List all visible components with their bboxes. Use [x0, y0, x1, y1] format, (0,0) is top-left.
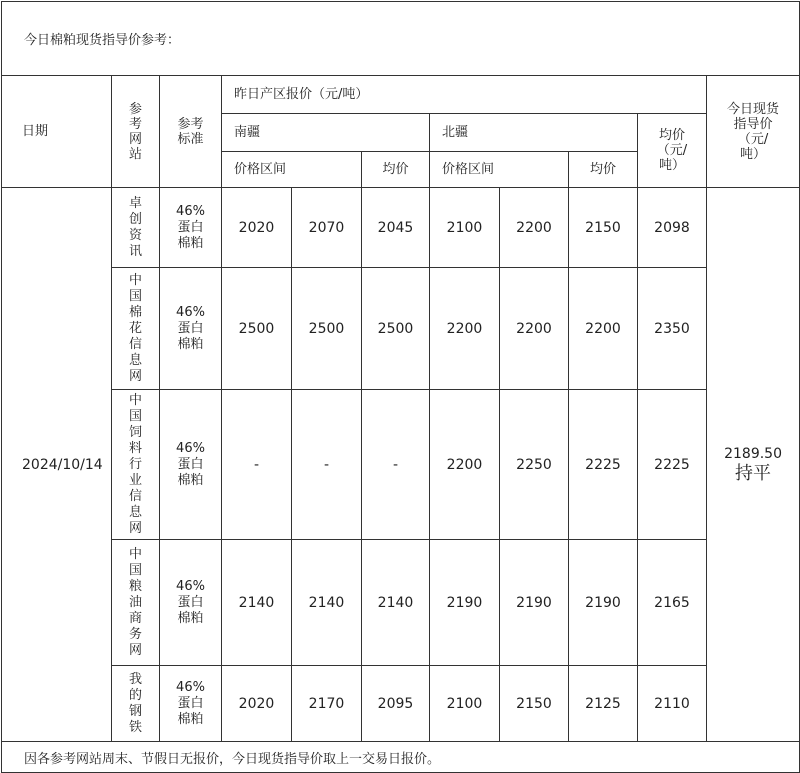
header-north: 北疆	[430, 114, 638, 152]
header-north-range: 价格区间	[430, 152, 569, 188]
south-low: 2500	[222, 268, 292, 390]
south-high: 2140	[292, 540, 362, 666]
north-low: 2200	[430, 390, 500, 540]
standard-cell: 46% 蛋白 棉粕	[160, 268, 222, 390]
guide-trend: 持平	[735, 462, 772, 484]
site-cell: 中 国 粮 油 商 务 网	[112, 540, 160, 666]
south-high: 2500	[292, 268, 362, 390]
header-standard: 参考 标准	[160, 76, 222, 188]
south-low: 2140	[222, 540, 292, 666]
north-high: 2190	[500, 540, 569, 666]
north-avg: 2225	[569, 390, 638, 540]
south-low: -	[222, 390, 292, 540]
south-avg: 2045	[362, 188, 430, 268]
today-guide-cell	[707, 188, 800, 742]
north-high: 2200	[500, 268, 569, 390]
site-cell: 卓 创 资 讯	[112, 188, 160, 268]
north-high: 2150	[500, 666, 569, 742]
north-low: 2190	[430, 540, 500, 666]
overall-avg: 2165	[638, 540, 707, 666]
table-row	[2, 390, 800, 540]
site-cell: 我 的 钢 铁	[112, 666, 160, 742]
header-north-avg: 均价	[569, 152, 638, 188]
north-high: 2250	[500, 390, 569, 540]
header-region-group: 昨日产区报价（元/吨）	[222, 76, 707, 114]
page-title: 今日棉粕现货指导价参考：	[2, 2, 800, 76]
site-cell: 中 国 棉 花 信 息 网	[112, 268, 160, 390]
north-low: 2200	[430, 268, 500, 390]
header-south-range: 价格区间	[222, 152, 362, 188]
table-row	[2, 540, 800, 666]
price-table	[1, 1, 800, 773]
header-south: 南疆	[222, 114, 430, 152]
overall-avg: 2350	[638, 268, 707, 390]
header-site: 参 考 网 站	[112, 76, 160, 188]
standard-cell: 46% 蛋白 棉粕	[160, 666, 222, 742]
south-avg: 2500	[362, 268, 430, 390]
overall-avg: 2098	[638, 188, 707, 268]
south-avg: -	[362, 390, 430, 540]
south-avg: 2140	[362, 540, 430, 666]
north-high: 2200	[500, 188, 569, 268]
south-low: 2020	[222, 666, 292, 742]
north-low: 2100	[430, 188, 500, 268]
south-high: 2070	[292, 188, 362, 268]
north-low: 2100	[430, 666, 500, 742]
header-south-avg: 均价	[362, 152, 430, 188]
north-avg: 2200	[569, 268, 638, 390]
table-row	[2, 188, 800, 268]
overall-avg: 2110	[638, 666, 707, 742]
north-avg: 2190	[569, 540, 638, 666]
north-avg: 2150	[569, 188, 638, 268]
standard-cell: 46% 蛋白 棉粕	[160, 188, 222, 268]
south-avg: 2095	[362, 666, 430, 742]
table-row	[2, 268, 800, 390]
north-avg: 2125	[569, 666, 638, 742]
footer-note: 因各参考网站周末、节假日无报价，今日现货指导价取上一交易日报价。	[2, 742, 800, 773]
date-cell: 2024/10/14	[2, 188, 112, 742]
site-cell: 中 国 饲 料 行 业 信 息 网	[112, 390, 160, 540]
standard-cell: 46% 蛋白 棉粕	[160, 390, 222, 540]
south-low: 2020	[222, 188, 292, 268]
header-date: 日期	[2, 76, 112, 188]
standard-cell: 46% 蛋白 棉粕	[160, 540, 222, 666]
south-high: -	[292, 390, 362, 540]
table-row	[2, 666, 800, 742]
guide-price: 2189.50	[724, 445, 782, 462]
south-high: 2170	[292, 666, 362, 742]
header-overall-avg: 均价 （元/ 吨）	[638, 114, 707, 188]
header-today-guide: 今日现货 指导价 （元/ 吨）	[707, 76, 800, 188]
overall-avg: 2225	[638, 390, 707, 540]
